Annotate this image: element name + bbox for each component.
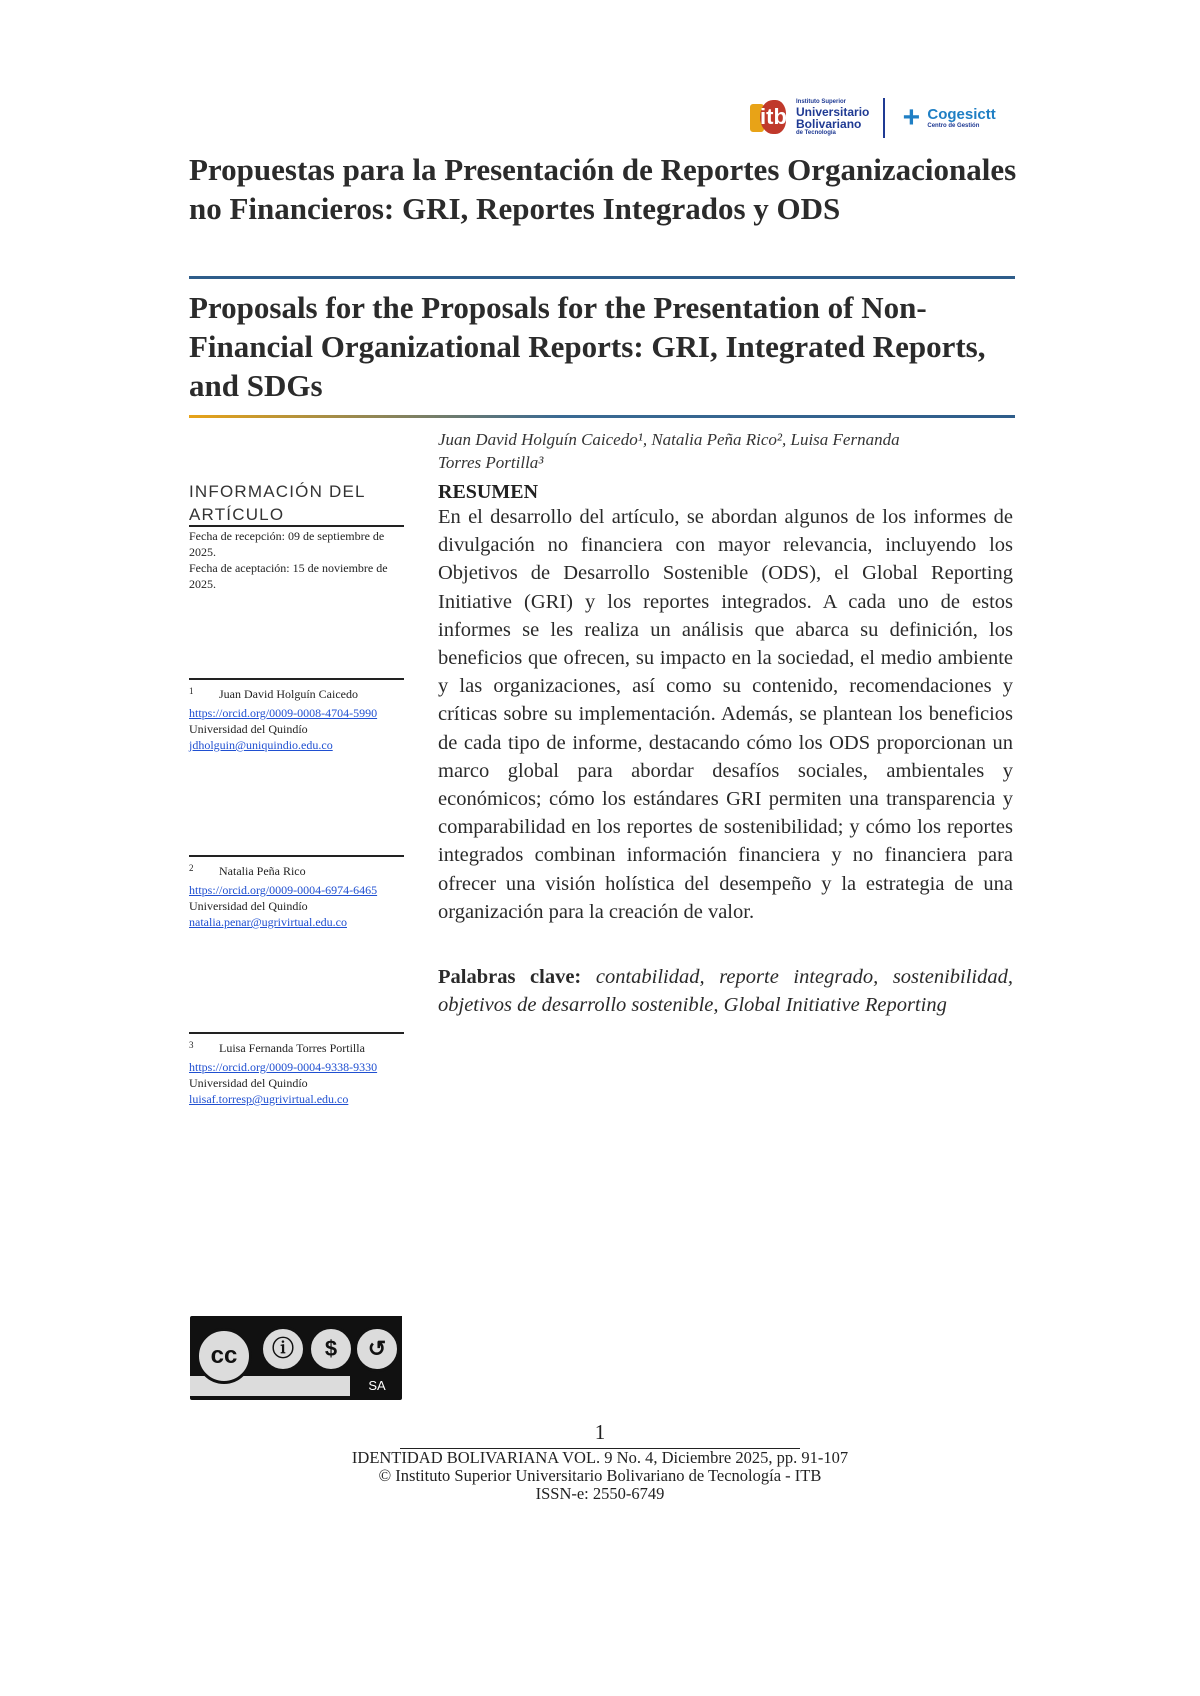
article-dates bbox=[189, 528, 404, 592]
orcid-link[interactable]: https://orcid.org/0009-0008-4704-5990 bbox=[189, 706, 378, 720]
title-divider-gradient bbox=[189, 415, 1015, 418]
author-note-name: Juan David Holguín Caicedo bbox=[219, 687, 358, 701]
accepted-date: Fecha de aceptación: 15 de noviembre de 2025. bbox=[189, 561, 388, 591]
sharealike-label: SA bbox=[368, 1378, 386, 1393]
title-english: Proposals for the Proposals for the Presentation of Non-Financial Organizational Reports: GRI, Integrated Reports, and SDGs bbox=[189, 290, 986, 403]
author-university: Universidad del Quindío bbox=[189, 899, 308, 913]
article-info-heading: INFORMACIÓN DEL ARTÍCULO bbox=[189, 482, 366, 524]
footer bbox=[0, 1449, 1200, 1503]
itb-logo-text: Instituto Superior Universitario Bolivariano de Tecnología bbox=[796, 99, 870, 136]
author-university: Universidad del Quindío bbox=[189, 722, 308, 736]
abstract-heading: RESUMEN bbox=[438, 481, 539, 503]
email-link[interactable]: jdholguin@uniquindio.edu.co bbox=[189, 738, 333, 752]
orcid-link[interactable]: https://orcid.org/0009-0004-6974-6465 bbox=[189, 883, 378, 897]
email-link[interactable]: luisaf.torresp@ugrivirtual.edu.co bbox=[189, 1092, 349, 1106]
author-university: Universidad del Quindío bbox=[189, 1076, 308, 1090]
page-number: 1 bbox=[594, 1420, 606, 1444]
attribution-icon: ⓘ bbox=[260, 1326, 306, 1372]
logo-divider bbox=[883, 98, 885, 138]
title-spanish: Propuestas para la Presentación de Reportes Organizacionales no Financieros: GRI, Reportes Integrados y ODS bbox=[189, 152, 1017, 226]
orcid-link[interactable]: https://orcid.org/0009-0004-9338-9330 bbox=[189, 1060, 378, 1074]
keywords-label: Palabras clave: bbox=[438, 966, 582, 988]
keywords-terms: contabilidad, reporte integrado, sostenibilidad, objetivos de desarrollo sostenible, Global Initiative Reporting bbox=[438, 966, 1013, 1016]
article-info-divider bbox=[189, 525, 404, 527]
title-divider bbox=[189, 276, 1015, 279]
header-logos bbox=[750, 96, 1016, 140]
email-link[interactable]: natalia.penar@ugrivirtual.edu.co bbox=[189, 915, 347, 929]
journal-citation: IDENTIDAD BOLIVARIANA VOL. 9 No. 4, Diciembre 2025, pp. 91-107 bbox=[351, 1448, 849, 1467]
author-list: Juan David Holguín Caicedo¹, Natalia Peña Rico², Luisa Fernanda Torres Portilla³ bbox=[438, 430, 900, 472]
noncommercial-icon: $ bbox=[308, 1326, 354, 1372]
author-note-1: 1 Juan David Holguín Caicedo https://orcid.org/0009-0008-4704-5990 Universidad del Quindío jdholguin@uniquindio.edu.co bbox=[189, 678, 407, 753]
cogesictt-logo-icon: + bbox=[902, 101, 921, 134]
author-note-2: 2 Natalia Peña Rico https://orcid.org/0009-0004-6974-6465 Universidad del Quindío natalia.penar@ugrivirtual.edu.co bbox=[189, 855, 407, 930]
issn: ISSN-e: 2550-6749 bbox=[535, 1484, 665, 1503]
copyright: © Instituto Superior Universitario Bolivariano de Tecnología - ITB bbox=[378, 1466, 822, 1485]
abstract-body: En el desarrollo del artículo, se abordan algunos de los informes de divulgación no financiera con mayor relevancia, incluyendo los Objetivos de Desarrollo Sostenible (ODS), el Global Reporting Initiative (GRI) y los reportes integrados. A cada uno de estos informes se les realiza un análisis que abarca su definición, los beneficios que ofrecen, su impacto en la sociedad, el medio ambiente y las organizaciones, así como su contenido, recomendaciones y críticas sobre su implementación. Además, se plantean los beneficios de cada tipo de informe, destacando cómo los ODS proporcionan un marco global para abordar desafíos sociales, ambientales y económicos; cómo los estándares GRI permiten una transparencia y comparabilidad en los reportes de sostenibilidad; y cómo los reportes integrados combinan información financiera y no financiera para ofrecer una visión holística del desempeño y la estrategia de una organización para la creación de valor. bbox=[438, 506, 1013, 923]
keywords bbox=[438, 963, 1013, 1019]
author-note-name: Luisa Fernanda Torres Portilla bbox=[219, 1041, 365, 1055]
cc-license-badge[interactable] bbox=[190, 1316, 402, 1400]
author-note-name: Natalia Peña Rico bbox=[219, 864, 306, 878]
itb-logo-icon: itb bbox=[750, 98, 790, 138]
sharealike-icon: ↺ bbox=[354, 1326, 400, 1372]
received-date: Fecha de recepción: 09 de septiembre de 2025. bbox=[189, 529, 385, 559]
cogesictt-logo-text: Cogesictt Centro de Gestión bbox=[927, 105, 996, 129]
cc-icon: cc bbox=[196, 1328, 252, 1384]
author-note-3: 3 Luisa Fernanda Torres Portilla https://orcid.org/0009-0004-9338-9330 Universidad del Quindío luisaf.torresp@ugrivirtual.edu.co bbox=[189, 1032, 407, 1107]
